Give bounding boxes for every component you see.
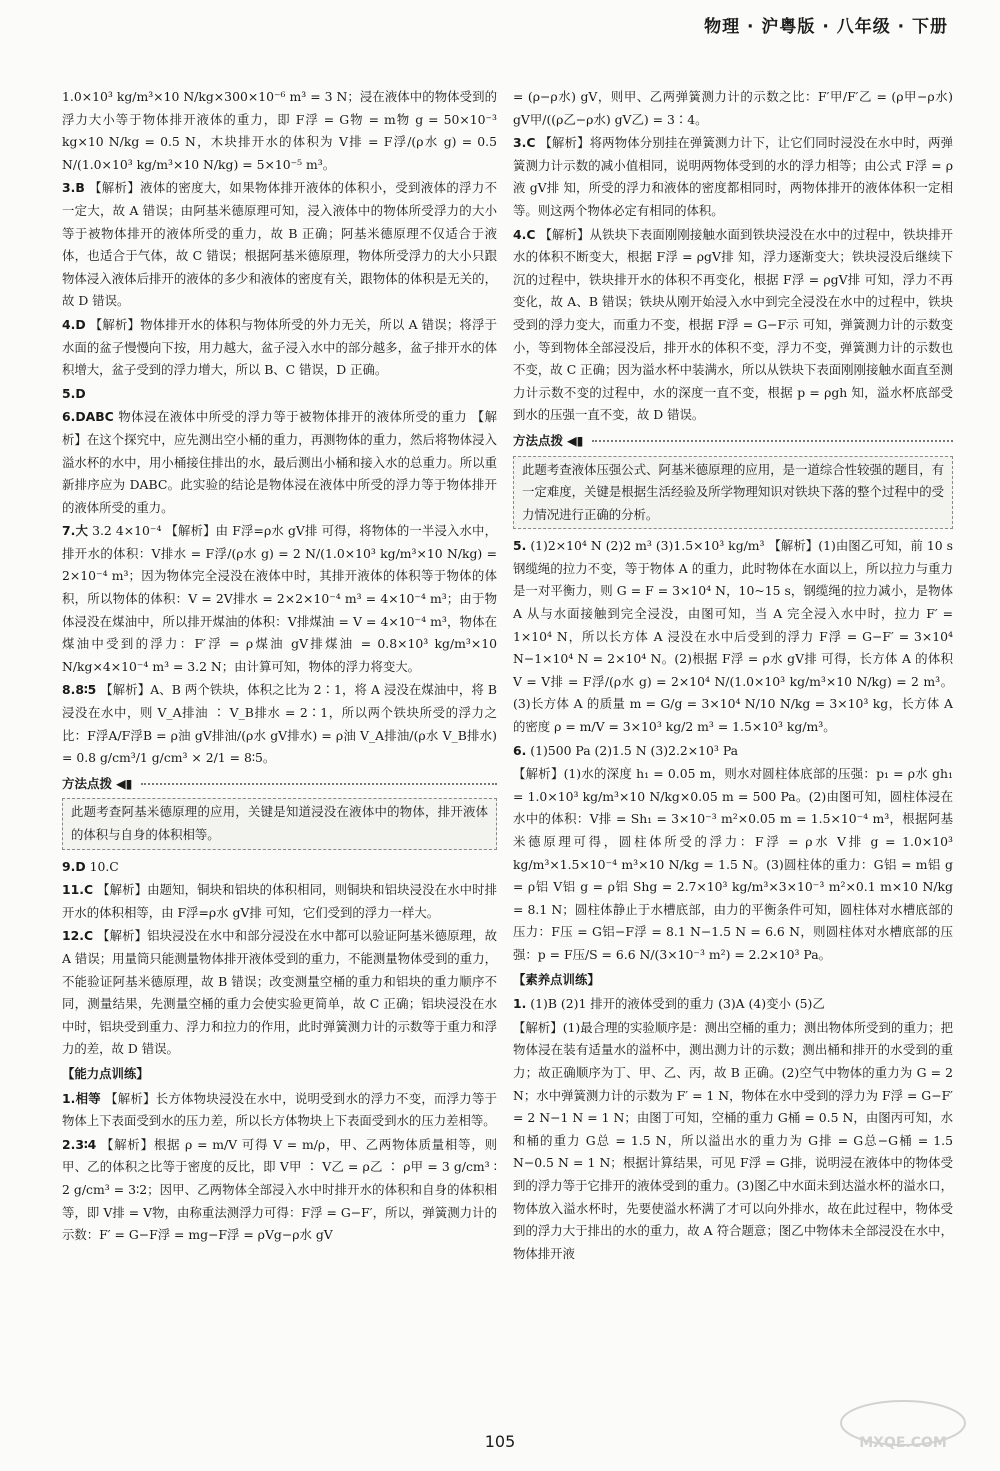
item-text: 【解析】A、B 两个铁块，体积之比为 2∶1，将 A 浸没在煤油中，将 B 浸没在水中，则 V_A排油 ∶ V_B排水 = 2∶1，所以两个铁块所受的浮力之比：F浮A/F浮B = ρ油 gV排油/(ρ水 gV排水) = ρ油 V_A排油/(ρ水 V_B排水) = 0.8 g/cm³/1 g/cm³ × 2/1 = 8∶5。 — [62, 682, 497, 766]
answer-item — [513, 224, 953, 427]
item-number: 6.DABC — [62, 409, 114, 425]
answer-item — [62, 1088, 497, 1133]
left-tip-title: 方法点拨 ◀▮ — [62, 773, 497, 796]
item-text: 3.2 4×10⁻⁴ 【解析】由 F浮=ρ水 gV排 可得，将物体的一半浸入水中，排开水的体积：V排水 = F浮/(ρ水 g) = 2 N/(1.0×10³ kg/m³×10 N/kg) = 2×10⁻⁴ m³；因为物体完全浸没在液体中时，其排开液体的体积等于物体的体积，所以物体的体积：V = 2V排水 = 2×2×10⁻⁴ m³ = 4×10⁻⁴ m³；由于物体浸没在煤油中，所以排开煤油的体积：V排煤油 = V = 4×10⁻⁴ m³，物体在煤油中受到的浮力：F′浮 = ρ煤油 gV排煤油 = 0.8×10³ kg/m³×10 N/kg×4×10⁻⁴ m³ = 3.2 N；由计算可知，物体的浮力将变大。 — [62, 523, 497, 674]
item-number: 1. — [513, 996, 527, 1012]
item-number: 5. — [513, 538, 527, 554]
item-number: 7.大 — [62, 523, 89, 539]
answer-item — [513, 132, 953, 222]
answer-item — [62, 406, 497, 519]
item-number: 9.D — [62, 858, 86, 874]
item-text: 物体浸在液体中所受的浮力等于被物体排开的液体所受的重力 【解析】在这个探究中，应先测出空小桶的重力，再测物体的重力，然后将物体浸入溢水杯的水中，用小桶接住排出的水，最后测出小桶和接入水的总重力。所以重新排序应为 DABC。此实验的结论是物体浸在液体中所受的浮力等于物体排开的液体所受的重力。 — [62, 409, 497, 515]
item-number: 12.C — [62, 928, 94, 944]
left-tip-box — [62, 798, 497, 849]
left-tip-text: 此题考查阿基米德原理的应用，关键是知道浸没在液体中的物体，排开液体的体积与自身的体积相等。 — [71, 804, 488, 842]
answer-item — [62, 86, 497, 176]
item-number: 4.D — [62, 316, 86, 332]
item-number: 5.D — [62, 385, 86, 401]
answer-item — [62, 679, 497, 769]
item-number: 2.3∶4 — [62, 1136, 97, 1152]
answer-item — [513, 535, 953, 738]
right-tip-title: 方法点拨 ◀▮ — [513, 430, 953, 453]
answer-item — [62, 177, 497, 313]
item-text: 1.0×10³ kg/m³×10 N/kg×300×10⁻⁶ m³ = 3 N；浸在液体中的物体受到的浮力大小等于物体排开液体的重力，即 F浮 = G物 = m物 g = 50×10⁻³ kg×10 N/kg = 0.5 N，木块排开水的体积为 V排 = F浮/(ρ水 g) = 0.5 N/(1.0×10³ kg/m³×10 N/kg) = 5×10⁻⁵ m³。 — [62, 89, 497, 172]
item-number: 4.C — [513, 226, 536, 242]
item-number: 1.相等 — [62, 1090, 101, 1106]
item-number: 3.B — [62, 180, 85, 196]
item-text: 【解析】将两物体分别挂在弹簧测力计下，让它们同时浸没在水中时，两弹簧测力计示数的减小值相同，说明两物体受到的水的浮力相等；由公式 F浮 = ρ液 gV排 知，所受的浮力和液体的密度都相同时，两物体排开的液体体积一定相等。则这两个物体必定有相同的体积。 — [513, 135, 953, 218]
section-quality-title: 【素养点训练】 — [513, 971, 600, 987]
speaker-icon: ◀▮ — [567, 432, 584, 448]
page-header: 物理 · 沪粤版 · 八年级 · 下册 — [704, 17, 948, 37]
item-text: 【解析】铝块浸没在水中和部分浸没在水中都可以验证阿基米德原理，故 A 错误；用量筒只能测量物体排开液体受到的重力，不能测量物体受到的重力，不能验证阿基米德原理，故 B 错误；改变测量空桶的重力和铝块的重力顺序不同，测量结果，先测量空桶的重力会使实验更简单，故 C 正确；铝块浸没在水中时，铝块受到重力、浮力和拉力的作用，此时弹簧测力计的示数等于重力和浮力的差，故 D 错误。 — [62, 928, 497, 1057]
answer-item — [513, 86, 953, 131]
answer-item — [62, 1134, 497, 1247]
watermark-logo — [828, 1395, 978, 1455]
item-text: 【解析】由题知，铜块和铝块的体积相同，则铜块和铝块浸没在水中时排开水的体积相等，由 F浮=ρ水 gV排 可知，它们受到的浮力一样大。 — [62, 882, 497, 920]
item-text: (1)B (2)1 排开的液体受到的重力 (3)A (4)变小 (5)乙 — [530, 996, 825, 1012]
item-text: 【解析】根据 ρ = m/V 可得 V = m/ρ，甲、乙两物体质量相等，则甲、乙的体积之比等于密度的反比，即 V甲 ∶ V乙 = ρ乙 ∶ ρ甲 = 3 g/cm³ ∶ 2 g/cm³ = 3∶2；因甲、乙两物体全部浸入水中时排开水的体积和自身的体积相等，即 V排 = V物，由称重法测浮力可得：F浮 = G−F′，所以，弹簧测力计的示数：F′ = G−F浮 = mg−F浮 = ρVg−ρ水 gV — [62, 1136, 497, 1243]
item-number: 8.8∶5 — [62, 682, 97, 698]
item-text: 【解析】长方体物块浸没在水中，说明受到水的浮力不变，而浮力等于物体上下表面受到水的压力差，所以长方体物块上下表面受到水的压力差相等。 — [62, 1090, 497, 1129]
answer-item — [62, 383, 497, 406]
left-column — [62, 86, 497, 1248]
item-text: (1)500 Pa (2)1.5 N (3)2.2×10³ Pa — [530, 742, 738, 758]
answer-item — [62, 925, 497, 1061]
item-number: 3.C — [513, 135, 536, 151]
right-column — [513, 86, 953, 1266]
answer-item — [513, 763, 953, 966]
page-number: 105 — [484, 1432, 516, 1451]
item-text: 【解析】(1)水的深度 h₁ = 0.05 m，则水对圆柱体底部的压强：p₁ = ρ水 gh₁ = 1.0×10³ kg/m³×10 N/kg×0.05 m = 500 Pa。(2)由图可知，圆柱体浸在水中的体积：V排 = Sh₁ = 3×10⁻³ m²×0.05 m = 1.5×10⁻⁴ m³，根据阿基米德原理可得，圆柱体所受的浮力：F浮 = ρ水 V排 g = 1.0×10³ kg/m³×1.5×10⁻⁴ m³×10 N/kg = 1.5 N。(3)圆柱体的重力：G铝 = m铝 g = ρ铝 V铝 g = ρ铝 Shg = 2.7×10³ kg/m³×3×10⁻³ m²×0.1 m×10 N/kg = 8.1 N；圆柱体静止于水槽底部，由力的平衡条件可知，圆柱体对水槽底部的压力：F压 = G铝−F浮 = 8.1 N−1.5 N = 6.6 N，则圆柱体对水槽底部的压强：p = F压/S = 6.6 N/(3×10⁻³ m²) = 2.2×10³ Pa。 — [513, 766, 953, 962]
right-tip-text: 此题考查液体压强公式、阿基米德原理的应用，是一道综合性较强的题目，有一定难度，关键是根据生活经验及所学物理知识对铁块下落的整个过程中的受力情况进行正确的分析。 — [522, 461, 944, 522]
svg-text:MXQE.COM: MXQE.COM — [859, 1435, 947, 1451]
answer-item — [62, 879, 497, 924]
item-number: 11.C — [62, 882, 94, 898]
right-tip-box — [513, 456, 953, 530]
item-text: 【解析】(1)最合理的实验顺序是：测出空桶的重力；测出物体所受到的重力；把物体浸在装有适量水的溢杯中，测出测力计的示数；测出桶和排开的水受到的重力；故正确顺序为丁、甲、乙、丙，故 B 正确。(2)空气中物体的重力为 G = 2 N；水中弹簧测力计的示数为 F′ = 1 N，物体在水中受到的浮力为 F浮 = G−F′ = 2 N−1 N = 1 N；由图丁可知，空桶的重力 G桶 = 0.5 N，由图丙可知，水和桶的重力 G总 = 1.5 N，所以溢出水的重力为 G排 = G总−G桶 = 1.5 N−0.5 N = 1 N；根据计算结果，可见 F浮 = G排，说明浸在液体中的物体受到的浮力等于它排开的液体受到的重力。(3)图乙中水面未到达溢水杯的溢水口，物体放入溢水杯时，先要使溢水杯满了才可以向外排水，故在此过程中，物体受到的浮力大于排出的水的重力，故 A 符合题意；图乙中物体未全部浸没在水中，物体排开液 — [513, 1019, 953, 1261]
answer-item — [62, 856, 497, 879]
answer-item — [513, 993, 953, 1016]
item-text: 【解析】从铁块下表面刚刚接触水面到铁块浸没在水中的过程中，铁块排开水的体积不断变大，根据 F浮 = ρgV排 知，浮力逐渐变大；铁块浸没后继续下沉的过程中，铁块排开水的体积不再变化，根据 F浮 = ρgV排 可知，浮力不再变化，故 A、B 错误；铁块从刚开始浸入水中到完全浸没在水中的过程中，铁块受到的浮力变大，而重力不变，根据 F浮 = G−F示 可知，弹簧测力计的示数变小，等到物体全部浸没后，排开水的体积不变，浮力不变，弹簧测力计的示数也不变，故 C 正确；因为溢水杯中装满水，所以从铁块下表面刚刚接触水面直至测力计示数不变的过程中，水的深度一直不变，根据 p = ρgh 知，溢水杯底部受到水的压强一直不变，故 D 错误。 — [513, 226, 953, 423]
answer-item — [513, 740, 953, 763]
answer-item — [62, 520, 497, 678]
item-text: 【解析】物体排开水的体积与物体所受的外力无关，所以 A 错误；将浮于水面的盆子慢慢向下按，用力越大，盆子浸入水中的部分越多，盆子排开水的体积增大，盆子受到的浮力增大，所以 B、C 错误，D 正确。 — [62, 316, 497, 378]
speaker-icon: ◀▮ — [116, 775, 133, 791]
item-text: 10.C — [89, 858, 119, 874]
section-ability-title: 【能力点训练】 — [62, 1065, 149, 1081]
answer-item — [62, 314, 497, 382]
item-text: (1)2×10⁴ N (2)2 m³ (3)1.5×10³ kg/m³ 【解析】(1)由图乙可知，前 10 s 钢缆绳的拉力不变，等于物体 A 的重力，此时物体在水面以上，所以拉力与重力是一对平衡力，则 G = F = 3×10⁴ N，10~15 s，钢缆绳的拉力减小，是物体 A 从与水面接触到完全浸没，由图可知，当 A 完全浸入水中时，拉力 F′ = 1×10⁴ N，所以长方体 A 浸没在水中后受到的浮力 F浮 = G−F′ = 3×10⁴ N−1×10⁴ N = 2×10⁴ N。(2)根据 F浮 = ρ水 gV排 可得，长方体 A 的体积 V = V排 = F浮/(ρ水 g) = 2×10⁴ N/(1.0×10³ kg/m³×10 N/kg) = 2 m³。(3)长方体 A 的质量 m = G/g = 3×10⁴ N/10 N/kg = 3×10³ kg，长方体 A 的密度 ρ = m/V = 3×10³ kg/2 m³ = 1.5×10³ kg/m³。 — [513, 538, 953, 735]
item-text: 【解析】液体的密度大，如果物体排开液体的体积小，受到液体的浮力不一定大，故 A 错误；由阿基米德原理可知，浸入液体中的物体所受浮力的大小等于被物体排开的液体所受的重力，故 B 正确；阿基米德原理不仅适合于液体，也适合于气体，故 C 错误；根据阿基米德原理，物体所受浮力的大小只跟物体浸入液体后排开的液体的多少和液体的密度有关，跟物体的体积是无关的，故 D 错误。 — [62, 180, 497, 309]
answer-item — [513, 1017, 953, 1266]
item-text: = (ρ−ρ水) gV，则甲、乙两弹簧测力计的示数之比：F′甲/F′乙 = (ρ甲−ρ水) gV甲/((ρ乙−ρ水) gV乙) = 3∶4。 — [513, 89, 953, 127]
item-number: 6. — [513, 742, 527, 758]
